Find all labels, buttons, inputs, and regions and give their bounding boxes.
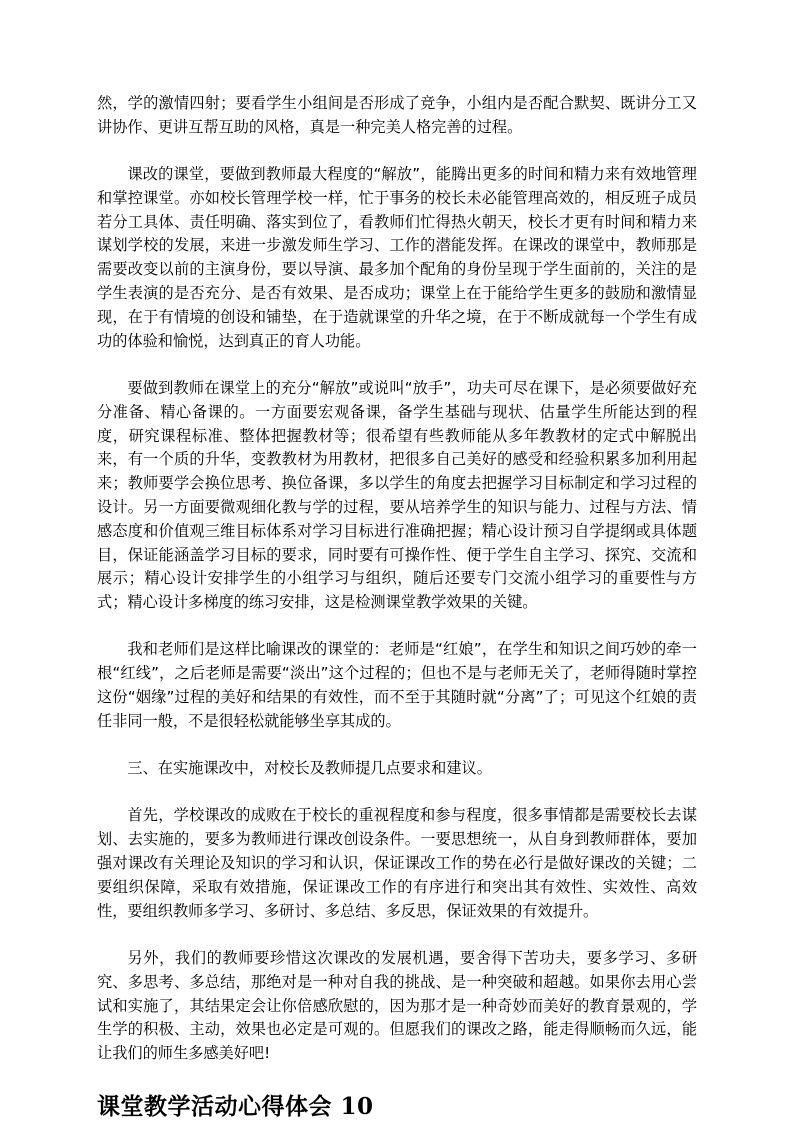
section-point-three: 三、在实施课改中，对校长及教师提几点要求和建议。: [127, 759, 492, 778]
paragraph-teacher-liberation: 课改的课堂，要做到教师最大程度的“解放”，能腾出更多的时间和精力来有效地管理和掌控课堂。亦如校长管理学校一样，忙于事务的校长未必能管理高效的，相反班子成员若分工具体、责任明确、落实到位了，看教师们忙得热火朝天，校长才更有时间和精力来谋划学校的发展，来进一步激发师生学习、工作的潜能发挥。在课改的课堂中，教师那是需要改变以前的主演身份，要以导演、最多加个配角的身份呈现于学生面前的，关注的是学生表演的是否充分、是否有效果、是否成功；课堂上在于能给学生更多的鼓励和激情显现，在于有情境的创设和铺垫，在于造就课堂的升华之境，在于不断成就每一个学生有成功的体验和愉悦，达到真正的育人功能。: [97, 165, 697, 350]
paragraph-principal-role: 首先，学校课改的成败在于校长的重视程度和参与程度，很多事情都是需要校长去谋划、去实施的，要多为教师进行课改创设条件。一要思想统一，从自身到教师群体，要加强对课改有关理论及知识的学习和认识，保证课改工作的势在必行是做好课改的关键；二要组织保障，采取有效措施，保证课改工作的有序进行和突出其有效性、实效性、高效性，要组织教师多学习、多研讨、多总结、多反思，保证效果的有效提升。: [97, 806, 697, 920]
section-heading: 课堂教学活动心得体会 10: [97, 1092, 374, 1120]
paragraph-teacher-opportunity: 另外，我们的教师要珍惜这次课改的发展机遇，要舍得下苦功夫，要多学习、多研究、多思考、多总结，那绝对是一种对自我的挑战、是一种突破和超越。如果你去用心尝试和实施了，其结果定会让你倍感欣慰的，因为那才是一种奇妙而美好的教育景观的，学生学的积极、主动，效果也必定是可观的。但愿我们的课改之路，能走得顺畅而久远，能让我们的师生多感美好吧!: [97, 948, 697, 1063]
document-page: [97, 92, 697, 1122]
paragraph-continuation: 然，学的激情四射；要看学生小组间是否形成了竞争，小组内是否配合默契、既讲分工又讲协作、更讲互帮互助的风格，真是一种完美人格完善的过程。: [97, 94, 697, 136]
paragraph-lesson-preparation: 要做到教师在课堂上的充分“解放”或说叫“放手”，功夫可尽在课下，是必须要做好充分准备、精心备课的。一方面要宏观备课，备学生基础与现状、估量学生所能达到的程度，研究课程标准、整体把握教材等；很希望有些教师能从多年教教材的定式中解脱出来，有一个质的升华，变教教材为用教材，把很多自己美好的感受和经验积累多加利用起来；教师要学会换位思考、换位备课，多以学生的角度去把握学习目标制定和学习过程的设计。另一方面要微观细化教与学的过程，要从培养学生的知识与能力、过程与方法、情感态度和价值观三维目标体系对学习目标进行准确把握；精心设计预习自学提纲或具体题目，保证能涵盖学习目标的要求，同时要有可操作性、便于学生自主学习、探究、交流和展示；精心设计安排学生的小组学习与组织，随后还要专门交流小组学习的重要性与方式；精心设计多梯度的练习安排，这是检测课堂教学效果的关键。: [97, 378, 697, 612]
paragraph-matchmaker-metaphor: 我和老师们是这样比喻课改的课堂的：老师是“红娘”，在学生和知识之间巧妙的牵一根“红线”，之后老师是需要“淡出”这个过程的；但也不是与老师无关了，老师得随时掌控这份“姻缘”过程的美好和结果的有效性，而不至于其随时就“分离”了；可见这个红娘的责任非同一般，不是很轻松就能够坐享其成的。: [97, 640, 697, 730]
